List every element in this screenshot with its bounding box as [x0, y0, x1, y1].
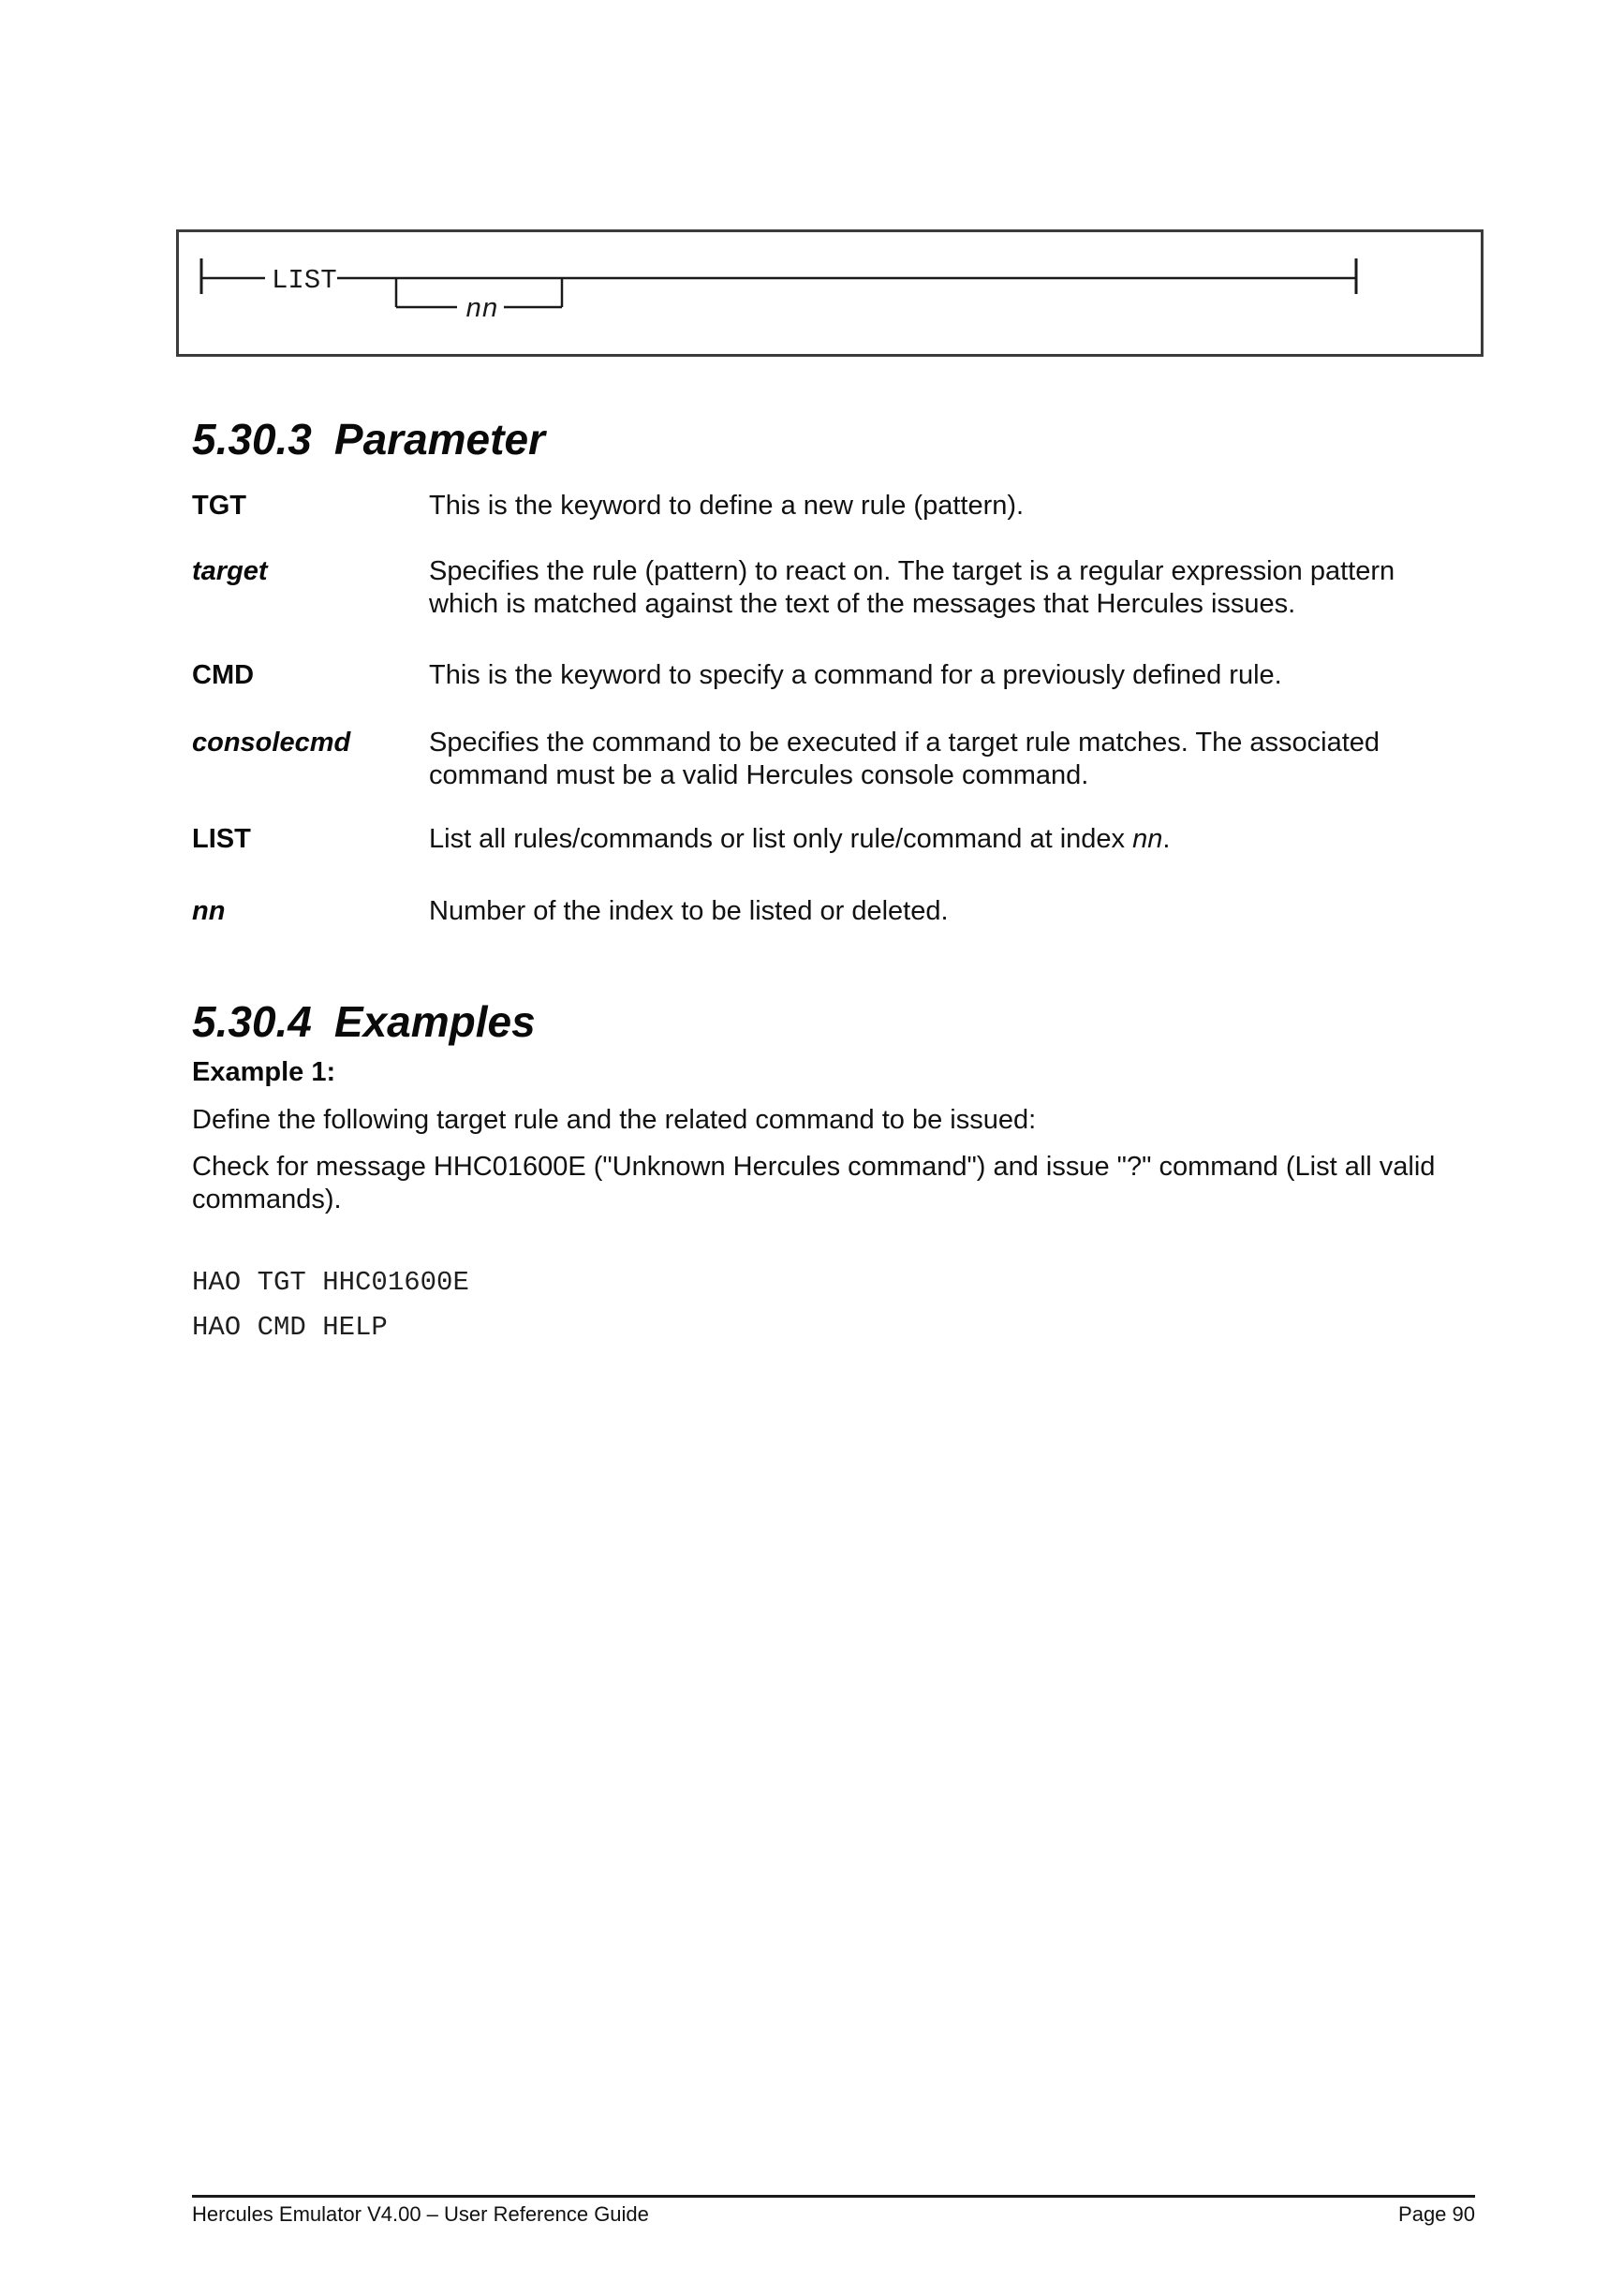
parameter-row	[192, 895, 1459, 928]
diagram-optional-param: nn	[465, 294, 498, 325]
parameter-desc: List all rules/commands or list only rule/command at index nn.	[429, 824, 1171, 854]
example-label: Example 1:	[192, 1057, 336, 1087]
parameter-desc: Specifies the command to be executed if a target rule matches. The associated command must be a valid Hercules console command.	[429, 728, 1380, 790]
parameter-desc: This is the keyword to specify a command for a previously defined rule.	[429, 660, 1282, 690]
parameter-row	[192, 823, 1459, 856]
example-intro-paragraph: Define the following target rule and the related command to be issued:	[192, 1105, 1037, 1135]
parameter-term: target	[192, 556, 268, 586]
parameter-term: TGT	[192, 491, 246, 521]
code-line: HAO CMD HELP	[192, 1312, 388, 1343]
heading-parameter	[192, 414, 545, 464]
example-detail-paragraph: Check for message HHC01600E ("Unknown Hercules command") and issue "?" command (List all valid commands).	[192, 1152, 1436, 1214]
page-footer	[192, 2195, 1475, 2227]
parameter-row	[192, 490, 1459, 522]
parameter-term: CMD	[192, 660, 255, 690]
footer-document-title: Hercules Emulator V4.00 – User Reference Guide	[192, 2202, 649, 2226]
heading-number: 5.30.3	[192, 415, 312, 464]
footer-page-number: Page 90	[1398, 2202, 1475, 2226]
parameter-row	[192, 727, 1459, 792]
parameter-desc: Number of the index to be listed or deleted.	[429, 896, 949, 926]
heading-title: Parameter	[333, 415, 545, 464]
diagram-keyword: LIST	[272, 265, 337, 296]
parameter-term: LIST	[192, 824, 251, 854]
code-line: HAO TGT HHC01600E	[192, 1267, 469, 1298]
parameter-term: nn	[192, 896, 226, 926]
heading-title: Examples	[333, 997, 536, 1046]
railroad-diagram	[179, 232, 1481, 354]
syntax-diagram-box	[176, 229, 1484, 357]
heading-number: 5.30.4	[192, 997, 312, 1046]
parameter-row	[192, 555, 1459, 621]
inline-variable: nn	[1132, 824, 1163, 854]
parameter-term: consolecmd	[192, 728, 351, 758]
parameter-row	[192, 659, 1459, 692]
parameter-desc: Specifies the rule (pattern) to react on. The target is a regular expression pattern which is matched against the text of the messages that Hercules issues.	[429, 556, 1395, 619]
heading-examples	[192, 996, 536, 1047]
parameter-desc: This is the keyword to define a new rule (pattern).	[429, 491, 1025, 521]
